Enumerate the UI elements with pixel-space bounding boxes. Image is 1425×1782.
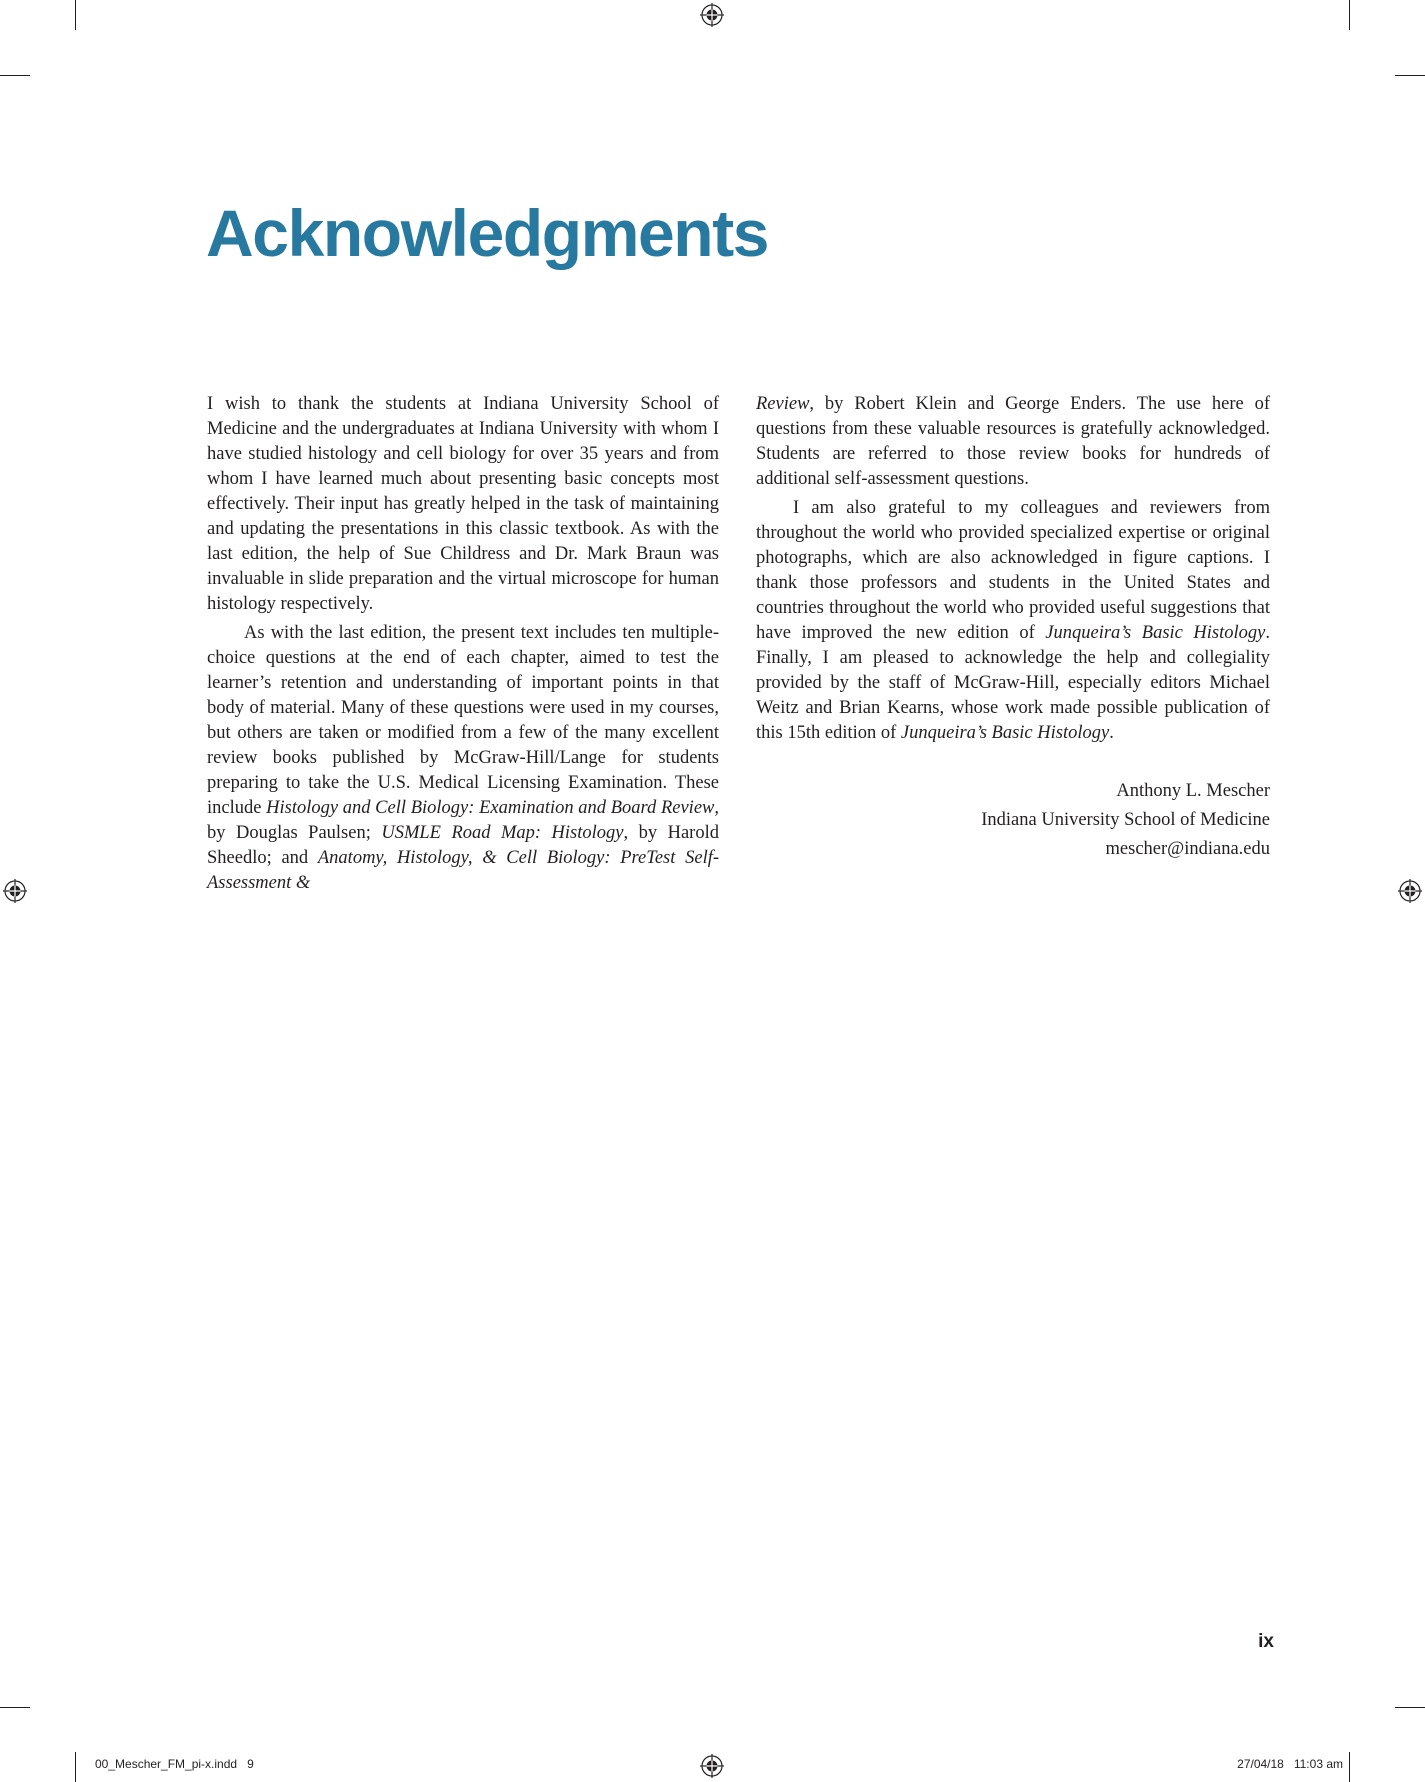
crop-mark-top-left-vertical xyxy=(75,0,76,30)
italic-text-run: Histology and Cell Biology: Examination and Board Review xyxy=(266,798,715,818)
text-run: , by Harold Sheedlo; and xyxy=(207,823,719,868)
text-run: . Finally, I am pleased to acknowledge the help and collegiality provided by the staff of McGraw-Hill, especially editors Michael Weitz and Brian Kearns, whose work made possible publication of this 15th edition of xyxy=(756,623,1270,743)
right-column xyxy=(756,392,1270,864)
slug-datetime: 27/04/18 11:03 am xyxy=(1237,1757,1343,1771)
slug-filename: 00_Mescher_FM_pi-x.indd 9 xyxy=(95,1757,254,1771)
crop-mark-bottom-left-vertical xyxy=(75,1752,76,1782)
crop-mark-top-left-horizontal xyxy=(0,75,30,76)
left-column xyxy=(207,392,719,896)
page-number: ix xyxy=(1258,1631,1274,1652)
signature-block xyxy=(756,777,1270,864)
italic-text-run: Junqueira’s Basic Histology xyxy=(900,723,1110,743)
page-title: Acknowledgments xyxy=(206,196,769,270)
text-run: I am also grateful to my colleagues and reviewers from throughout the world who provided specialized expertise or original photographs, which are also acknowledged in figure captions. I thank those professors and students in the United States and countries throughout the world who provided useful suggestions that have improved the new edition of xyxy=(756,498,1270,643)
paragraph xyxy=(756,496,1270,746)
crop-mark-top-right-vertical xyxy=(1349,0,1350,30)
registration-mark-icon xyxy=(700,3,724,27)
paragraph xyxy=(207,392,719,617)
text-run: . xyxy=(1109,723,1114,743)
crop-mark-bottom-right-vertical xyxy=(1349,1752,1350,1782)
italic-text-run: Junqueira’s Basic Histology xyxy=(1045,623,1266,643)
text-run: , by Douglas Paulsen; xyxy=(207,798,720,843)
signature-affiliation: Indiana University School of Medicine xyxy=(981,810,1270,830)
signature-email: mescher@indiana.edu xyxy=(1105,839,1270,859)
signature-name: Anthony L. Mescher xyxy=(1116,781,1270,801)
registration-mark-icon xyxy=(3,879,27,903)
text-run: , by Robert Klein and George Enders. The use here of questions from these valuable resources is gratefully acknowledged. Students are referred to those review books for hundreds of additional self-assessment questions. xyxy=(756,394,1270,489)
crop-mark-top-right-horizontal xyxy=(1395,75,1425,76)
text-run: I wish to thank the students at Indiana University School of Medicine and the undergraduates at Indiana University with whom I have studied histology and cell biology for over 35 years and from whom I have learned much about presenting basic concepts most effectively. Their input has greatly helped in the task of maintaining and updating the presentations in this classic textbook. As with the last edition, the help of Sue Childress and Dr. Mark Braun was invaluable in slide preparation and the virtual microscope for human histology respectively. xyxy=(207,394,719,614)
paragraph xyxy=(756,392,1270,492)
italic-text-run: Review xyxy=(756,394,810,414)
paragraph xyxy=(207,621,719,896)
italic-text-run: USMLE Road Map: Histology xyxy=(381,823,624,843)
italic-text-run: Anatomy, Histology, & Cell Biology: PreTest Self-Assessment & xyxy=(207,848,720,893)
crop-mark-bottom-right-horizontal xyxy=(1395,1707,1425,1708)
text-run: As with the last edition, the present text includes ten multiple-choice questions at the end of each chapter, aimed to test the learner’s retention and understanding of important points in that body of material. Many of these questions were used in my courses, but others are taken or modified from a few of the many excellent review books published by McGraw-Hill/Lange for students preparing to take the U.S. Medical Licensing Examination. These include xyxy=(207,623,719,818)
registration-mark-icon xyxy=(700,1754,724,1778)
crop-mark-bottom-left-horizontal xyxy=(0,1707,30,1708)
registration-mark-icon xyxy=(1398,879,1422,903)
